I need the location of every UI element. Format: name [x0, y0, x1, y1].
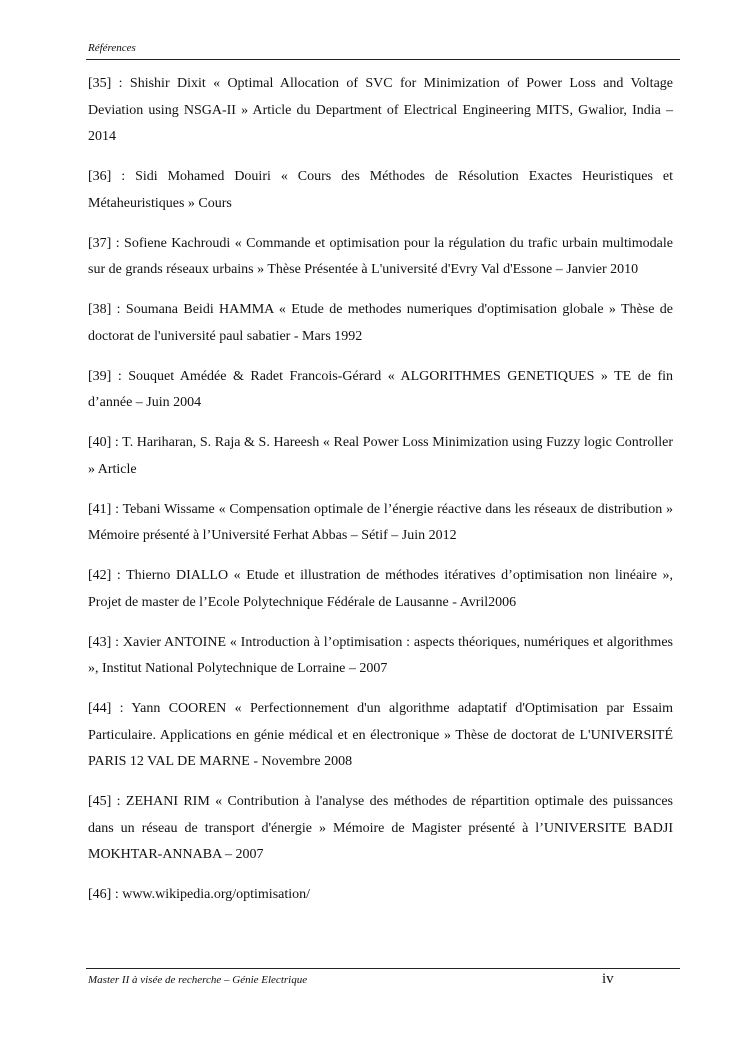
running-header: Références: [88, 42, 136, 54]
reference-41: [41] : Tebani Wissame « Compensation optimale de l’énergie réactive dans les réseaux de distribution » Mémoire présenté à l’Université Ferhat Abbas – Sétif – Juin 2012: [88, 501, 673, 543]
reference-38: [38] : Soumana Beidi HAMMA « Etude de methodes numeriques d'optimisation globale » Thèse de doctorat de l'université paul sabatier - Mars 1992: [88, 302, 673, 344]
reference-37: [37] : Sofiene Kachroudi « Commande et optimisation pour la régulation du trafic urbain multimodale sur de grands réseaux urbains » Thèse Présentée à L'université d'Evry Val d'Essone – Janvier 2010: [88, 235, 673, 277]
page-number: iv: [602, 971, 614, 987]
reference-42: [42] : Thierno DIALLO « Etude et illustration de méthodes itératives d’optimisation non linéaire », Projet de master de l’Ecole Polytechnique Fédérale de Lausanne - Avril2006: [88, 568, 673, 610]
header-divider: [86, 59, 680, 60]
reference-45: [45] : ZEHANI RIM « Contribution à l'analyse des méthodes de répartition optimale des puissances dans un réseau de transport d'énergie » Mémoire de Magister présenté à l’UNIVERSITE BADJI MOKHTAR-ANNABA – 2007: [88, 794, 673, 862]
reference-40: [40] : T. Hariharan, S. Raja & S. Hareesh « Real Power Loss Minimization using Fuzzy logic Controller » Article: [88, 435, 673, 477]
reference-list: [88, 71, 673, 922]
reference-44: [44] : Yann COOREN « Perfectionnement d'un algorithme adaptatif d'Optimisation par Essaim Particulaire. Applications en génie médical et en électronique » Thèse de doctorat de L'UNIVERSITÉ PARIS 12 VAL DE MARNE - Novembre 2008: [88, 701, 673, 769]
reference-39: [39] : Souquet Amédée & Radet Francois-Gérard « ALGORITHMES GENETIQUES » TE de fin d’année – Juin 2004: [88, 368, 673, 410]
reference-36: [36] : Sidi Mohamed Douiri « Cours des Méthodes de Résolution Exactes Heuristiques et Métaheuristiques » Cours: [88, 169, 673, 211]
reference-43: [43] : Xavier ANTOINE « Introduction à l’optimisation : aspects théoriques, numériques et algorithmes », Institut National Polytechnique de Lorraine – 2007: [88, 634, 673, 676]
reference-46: [46] : www.wikipedia.org/optimisation/: [88, 887, 311, 902]
footer-text: Master II à visée de recherche – Génie Electrique: [88, 974, 308, 986]
reference-35: [35] : Shishir Dixit « Optimal Allocation of SVC for Minimization of Power Loss and Voltage Deviation using NSGA-II » Article du Department of Electrical Engineering MITS, Gwalior, India – 2014: [88, 76, 673, 144]
footer-divider: [86, 968, 680, 969]
